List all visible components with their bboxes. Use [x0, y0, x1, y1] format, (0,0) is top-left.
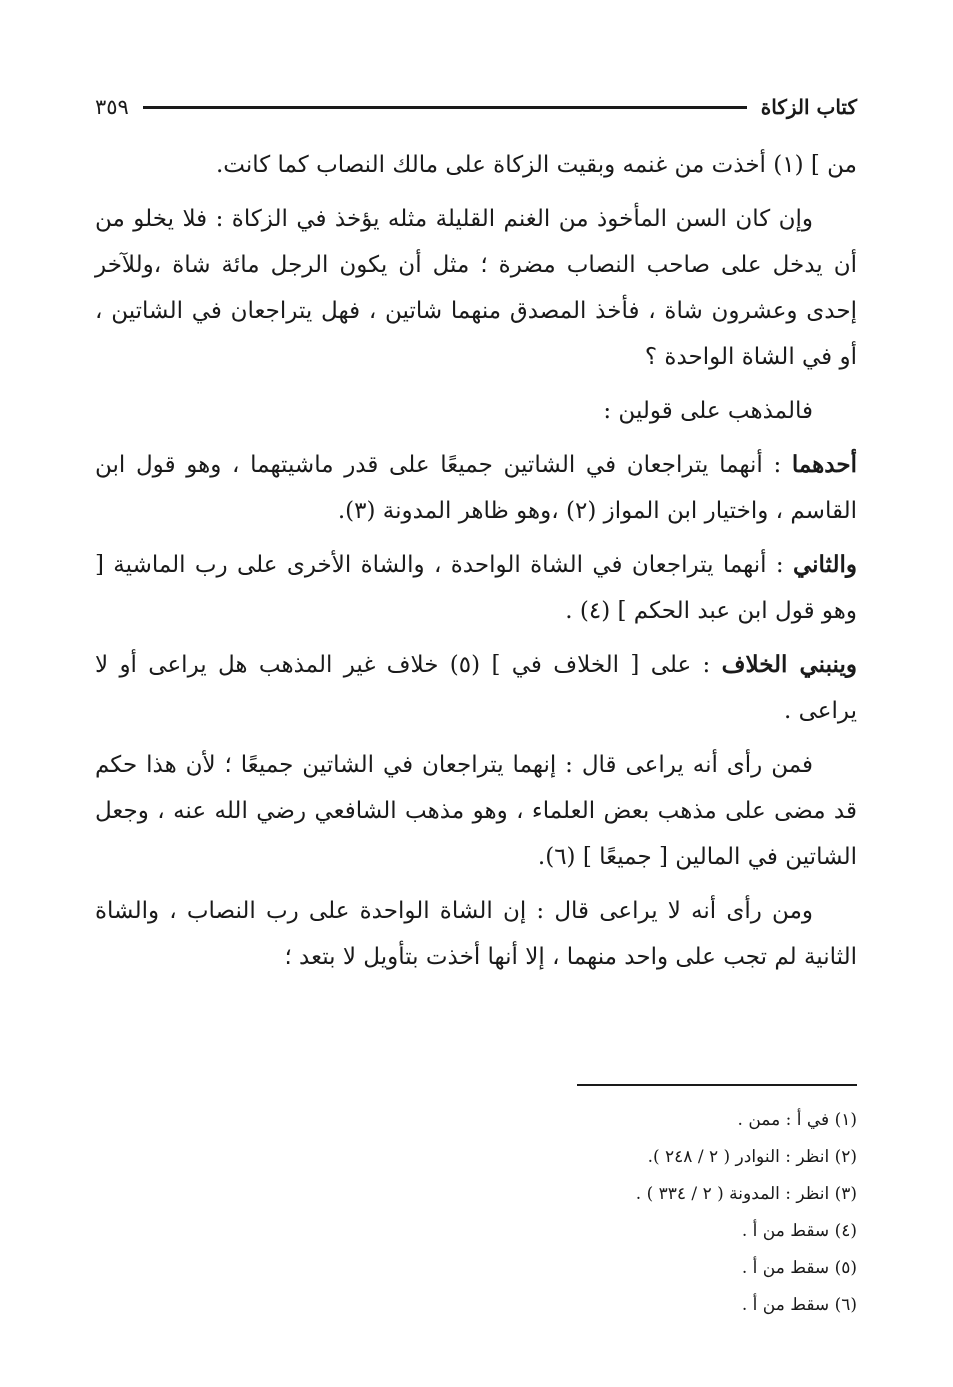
footnotes [95, 1102, 857, 1324]
paragraph [95, 442, 857, 534]
running-header [95, 84, 857, 130]
paragraph-lead: والثاني [792, 551, 857, 578]
paragraph [95, 142, 857, 188]
paragraph-text: وإن كان السن المأخوذ من الغنم القليلة مثله يؤخذ في الزكاة : فلا يخلو من أن يدخل على صاحب النصاب مضرة ؛ مثل أن يكون الرجل مائة شاة ،وللآخر إحدى وعشرون شاة ، فأخذ المصدق منهما شاتين ، فهل يتراجعان في الشاتين ، أو في الشاة الواحدة ؟ [95, 206, 857, 370]
paragraph-text: فمن رأى أنه يراعى قال : إنهما يتراجعان في الشاتين جميعًا ؛ لأن هذا حكم قد مضى على مذهب بعض العلماء ، وهو مذهب الشافعي رضي الله عنه ، وجعل الشاتين في المالين [ جميعًا ] (٦). [95, 752, 857, 870]
footnote: (٤) سقط من أ . [741, 1221, 857, 1241]
paragraph-text: من ] (١) أخذت من غنمه وبقيت الزكاة على مالك النصاب كما كانت. [215, 152, 857, 178]
header-rule [143, 106, 747, 109]
footnote: (٢) انظر : النوادر ( ٢ / ٢٤٨ ). [647, 1147, 857, 1167]
paragraph [95, 196, 857, 380]
paragraph-text: : أنهما يتراجعان في الشاة الواحدة ، والشاة الأخرى على رب الماشية [ وهو قول ابن عبد الحكم ] (٤) . [95, 552, 857, 624]
paragraph [95, 742, 857, 880]
paragraph [95, 888, 857, 980]
paragraph-lead: أحدهما [791, 451, 857, 478]
page-number: ٣٥٩ [95, 95, 129, 119]
paragraph-text: : أنهما يتراجعان في الشاتين جميعًا على قدر ماشيتهما ، وهو قول ابن القاسم ، واختيار ابن المواز (٢) ،وهو ظاهر المدونة (٣). [95, 452, 857, 524]
footnote-separator [577, 1084, 857, 1086]
paragraph-text: : على [ الخلاف في ] (٥) خلاف غير المذهب هل يراعى أو لا يراعى . [95, 652, 857, 724]
footnote: (٥) سقط من أ . [741, 1258, 857, 1278]
paragraph [95, 388, 857, 434]
chapter-title: كتاب الزكاة [760, 95, 857, 119]
main-text [95, 142, 857, 988]
paragraph-text: فالمذهب على قولين : [603, 398, 813, 424]
footnote: (١) في أ : ممن . [737, 1110, 857, 1130]
footnote: (٦) سقط من أ . [741, 1295, 857, 1315]
paragraph-text: ومن رأى أنه لا يراعى قال : إن الشاة الواحدة على رب النصاب ، والشاة الثانية لم تجب على واحد منهما ، إلا أنها أخذت بتأويل لا بتعد ؛ [95, 898, 857, 970]
paragraph-lead: وينبني الخلاف [721, 651, 857, 678]
footnote: (٣) انظر : المدونة ( ٢ / ٣٣٤ ) . [635, 1184, 857, 1204]
paragraph [95, 542, 857, 634]
paragraph [95, 642, 857, 734]
book-page [95, 84, 857, 1344]
